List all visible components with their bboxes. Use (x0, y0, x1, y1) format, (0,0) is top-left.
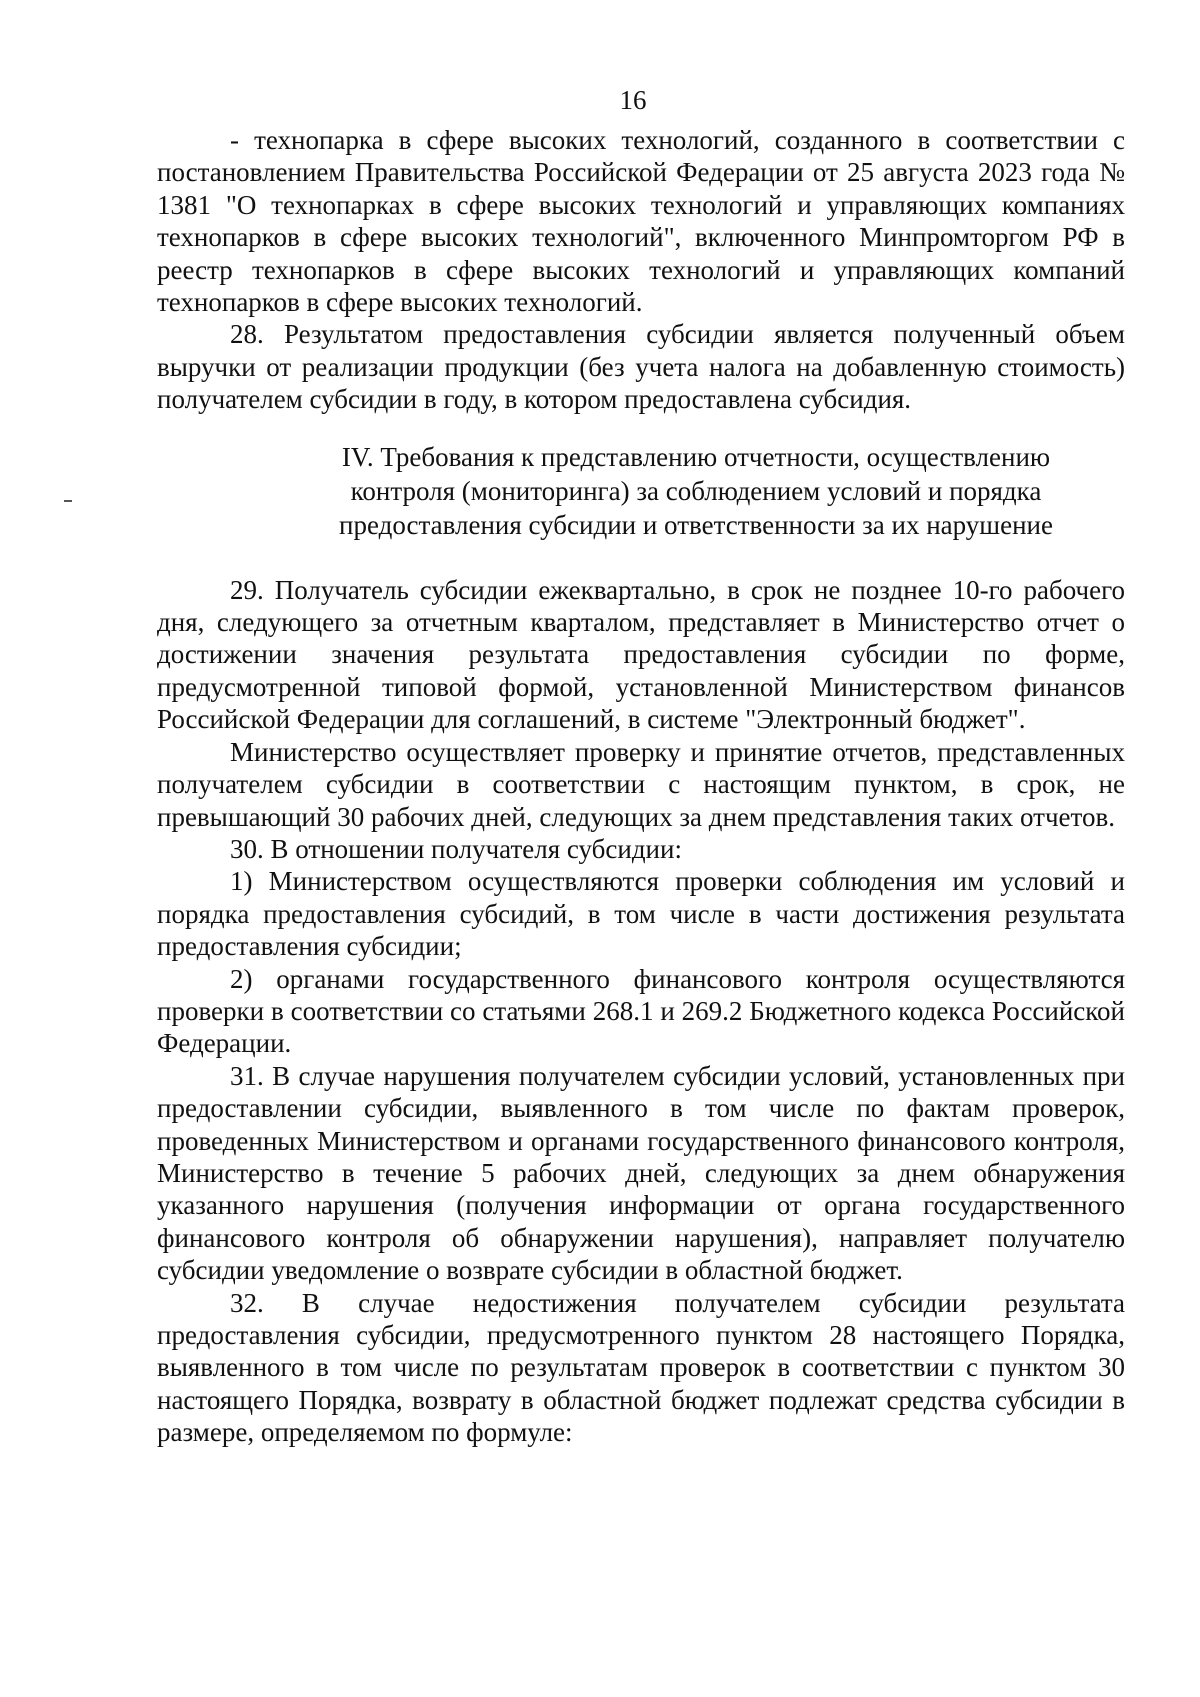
paragraph-31: 31. В случае нарушения получателем субсидии условий, установленных при предоставлении субсидии, выявленного в том числе по фактам проверок, проведенных Министерством и органами государственного финансового контроля, Министерство в течение 5 рабочих дней, следующих за днем обнаружения указанного нарушения (получения информации от органа государственного финансового контроля об обнаружении нарушения), направляет получателю субсидии уведомление о возврате субсидии в областной бюджет. (157, 1060, 1125, 1286)
section-title-line: контроля (мониторинга) за соблюдением условий и порядка (350, 475, 1042, 506)
scan-artifact (64, 500, 72, 502)
section-title-line: IV. Требования к представлению отчетности, осуществлению (341, 441, 1051, 472)
document-body (157, 124, 1125, 1449)
paragraph-30-item-2: 2) органами государственного финансового контроля осуществляются проверки в соответствии со статьями 268.1 и 269.2 Бюджетного кодекса Российской Федерации. (157, 963, 1125, 1059)
section-title-iv (157, 440, 1125, 542)
paragraph-30-item-1: 1) Министерством осуществляются проверки соблюдения им условий и порядка предоставления субсидий, в том числе в части достижения результата предоставления субсидии; (157, 866, 1125, 962)
paragraph-32: 32. В случае недостижения получателем субсидии результата предоставления субсидии, предусмотренного пунктом 28 настоящего Порядка, выявленного в том числе по результатам проверок в соответствии с пунктом 30 настоящего Порядка, возврату в областной бюджет подлежат средства субсидии в размере, определяемом по формуле: (157, 1287, 1125, 1448)
section-title-line: предоставления субсидии и ответственности за их нарушение (339, 509, 1053, 540)
paragraph-technopark: - технопарка в сфере высоких технологий, созданного в соответствии с постановлением Правительства Российской Федерации от 25 августа 2023 года № 1381 "О технопарках в сфере высоких технологий и управляющих компаниях технопарков в сфере высоких технологий", включенного Минпромторгом РФ в реестр технопарков в сфере высоких технологий и управляющих компаний технопарков в сфере высоких технологий. (157, 125, 1125, 318)
page-number: 16 (619, 85, 647, 115)
paragraph-28: 28. Результатом предоставления субсидии является полученный объем выручки от реализации продукции (без учета налога на добавленную стоимость) получателем субсидии в году, в котором предоставлена субсидия. (157, 319, 1125, 415)
paragraph-29-ministry-check: Министерство осуществляет проверку и принятие отчетов, представленных получателем субсидии в соответствии с настоящим пунктом, в срок, не превышающий 30 рабочих дней, следующих за днем представления таких отчетов. (157, 736, 1125, 832)
paragraph-30: 30. В отношении получателя субсидии: (230, 833, 682, 864)
paragraph-29: 29. Получатель субсидии ежеквартально, в срок не позднее 10-го рабочего дня, следующего за отчетным кварталом, представляет в Министерство отчет о достижении значения результата предоставления субсидии по форме, предусмотренной типовой формой, установленной Министерством финансов Российской Федерации для соглашений, в системе "Электронный бюджет". (157, 574, 1125, 735)
